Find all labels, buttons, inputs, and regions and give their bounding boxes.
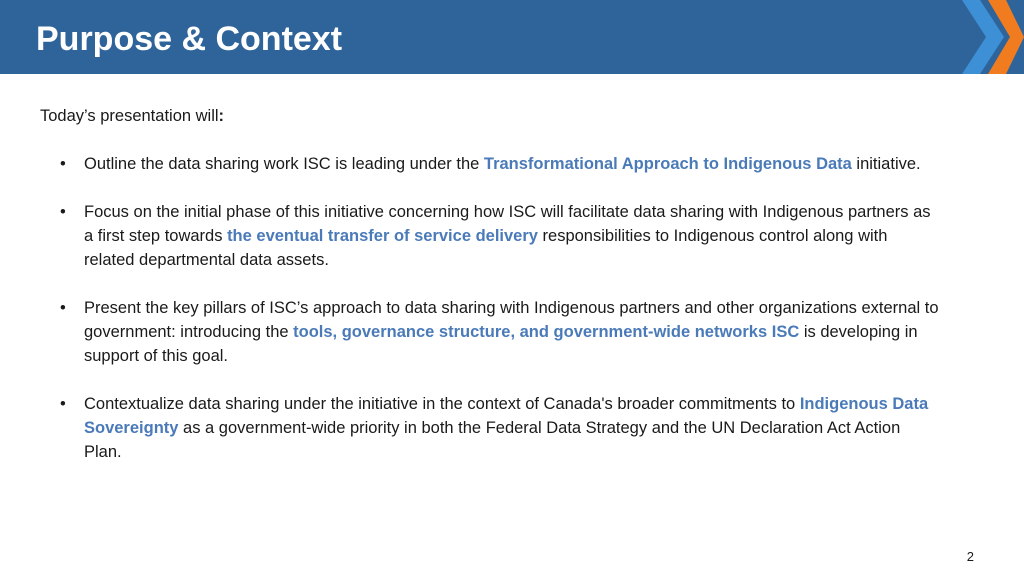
bullet-highlight: Indigenous Data Sovereignty — [84, 395, 929, 437]
bullet-item-outline — [60, 152, 940, 176]
bullet-highlight: Transformational Approach to Indigenous Data — [483, 155, 852, 173]
bullet-text: Present the key pillars of ISC’s approach to data sharing with Indigenous partners and other organizations external to government: introducing the — [84, 299, 939, 341]
page-number: 2 — [966, 549, 974, 564]
title-bar — [0, 0, 1024, 74]
bullet-item-present — [60, 296, 940, 368]
bullet-icon: • — [60, 299, 66, 317]
bullet-item-contextualize — [60, 392, 940, 464]
intro-text — [40, 104, 224, 128]
bullet-icon: • — [60, 203, 66, 221]
bullet-icon: • — [60, 155, 66, 173]
bullet-text: Outline the data sharing work ISC is leading under the — [84, 155, 484, 173]
bullet-text: Focus on the initial phase of this initiative concerning how ISC will facilitate data sharing with Indigenous partners as a first step towards — [84, 203, 931, 245]
bullet-list — [60, 152, 940, 488]
bullet-text: initiative. — [851, 155, 921, 173]
bullet-text: Contextualize data sharing under the initiative in the context of Canada's broader commitments to — [84, 395, 800, 413]
bullet-highlight: tools, governance structure, and government-wide networks ISC — [293, 323, 800, 341]
bullet-item-focus — [60, 200, 940, 272]
slide-title: Purpose & Context — [36, 20, 343, 58]
intro-colon: : — [218, 107, 225, 125]
bullet-text: is developing in support of this goal. — [84, 323, 918, 365]
bullet-highlight: the eventual transfer of service delivery — [227, 227, 538, 245]
chevron-arrows-icon — [960, 0, 1024, 74]
bullet-text: responsibilities to Indigenous control along with related departmental data assets. — [84, 227, 888, 269]
bullet-text: as a government-wide priority in both the Federal Data Strategy and the UN Declaration Act Action Plan. — [84, 419, 901, 461]
intro-label: Today’s presentation will — [40, 107, 219, 125]
bullet-icon: • — [60, 395, 66, 413]
